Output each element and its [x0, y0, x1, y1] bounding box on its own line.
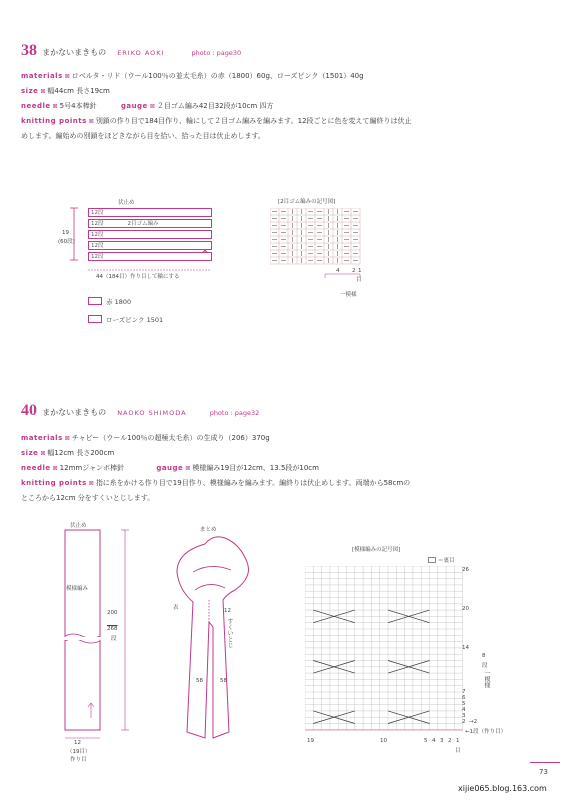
legend-red: 赤 1800 [106, 298, 132, 306]
purl-legend-swatch [428, 557, 436, 563]
col-label-4: 4 [432, 738, 436, 744]
rib-chart-number-1: 1 [358, 268, 362, 274]
needle-gauge-40: needle ⊠ 12mmジャンボ棒針 gauge ⊠ 模様編み19目が12cm、13.5段が10cm [21, 464, 319, 472]
left-length: 58 [196, 678, 203, 684]
knitting-line-1: 指に糸をかける作り目で19目作り、模様編みを編みます。編終りは伏止めします。両端から58cmの [95, 479, 411, 487]
stripe-label: 12段 [91, 210, 104, 216]
knitting-line-2: めします。編始めの別鎖をほどきながら目を拾い、拾った目は伏止めします。 [21, 132, 265, 140]
size-label: size [21, 87, 39, 95]
section-38-number: 38 [21, 42, 37, 59]
size-40: size ⊠ 幅12cm 長さ200cm [21, 449, 115, 457]
stripe-4 [88, 241, 212, 250]
first-row-text: 1段（作り目） [469, 729, 507, 735]
needle-text: 12mmジャンボ棒針 [59, 464, 125, 472]
pattern-chart-title: [模様編みの記号図] [352, 547, 401, 553]
size-label: size [21, 449, 39, 457]
rib-chart-repeat: 一模様 [340, 292, 357, 298]
watermark: xijie065.blog.163.com [458, 784, 547, 793]
legend-swatch-red [88, 297, 102, 305]
section-40-author: NAOKO SHIMODA [117, 409, 187, 417]
knitting-points-38: knitting points ⊠ 別鎖の作り目で184目作り、輪にして２目ゴム編みを編みます。12段ごとに色を変えて編終りは伏止 [21, 117, 412, 125]
page-number-rule [530, 762, 560, 763]
stripe-label: 12段 [91, 243, 104, 249]
knitting-line-2: ところから12cm 分をすくいとじします。 [21, 494, 155, 502]
col-label-19: 19 [307, 738, 314, 744]
legend-pink: ローズピンク 1501 [106, 316, 164, 324]
col-unit: 目 [455, 748, 461, 754]
section-40-number: 40 [21, 402, 37, 419]
bind-off-label-38: 伏止め [118, 200, 135, 206]
repeat-label: 一模様 [483, 670, 490, 688]
gauge-label: gauge [156, 464, 184, 472]
col-label-1: 1 [456, 738, 460, 744]
purl-legend: ＝裏目 [438, 558, 455, 564]
rib-chart-unit: 目 [356, 277, 362, 283]
col-label-3: 3 [440, 738, 444, 744]
gauge-text: 模様編み19目が12cm、13.5段が10cm [192, 464, 319, 472]
assembly-title: まとめ [200, 527, 217, 533]
materials-label: materials [21, 434, 63, 442]
rib-chart-number-4: 4 [336, 268, 340, 274]
collar-fold [193, 566, 231, 572]
cable-pattern-chart [305, 566, 485, 741]
row-label-20: 20 [462, 606, 469, 612]
stripe-label: 12段 [91, 254, 104, 260]
section-38-header [21, 40, 241, 60]
cast-on-label-38: 44（184目）作り目して輪にする [96, 274, 180, 280]
page-number: 73 [539, 768, 548, 776]
stripe-3 [88, 230, 212, 239]
front-side-label: 表 [173, 605, 179, 611]
needle-gauge-38: needle ⊠ 5号4本棒針 gauge ⊠ ２目ゴム編み42目32段が10cm 四方 [21, 102, 274, 110]
knitting-points-40: knitting points ⊠ 指に糸をかける作り目で19目作り、模様編みを編みます。編終りは伏止めします。両端から58cmの [21, 479, 411, 487]
needle-text: 5号4本棒針 [59, 102, 97, 110]
first-row-label: ←1段（作り目） [465, 729, 507, 735]
row-label-3: 3 [462, 713, 466, 719]
size-text: 幅44cm 長さ19cm [47, 87, 110, 95]
height-rows-38: (60段) [58, 239, 75, 245]
col-label-2: 2 [448, 738, 452, 744]
gauge-label: gauge [120, 102, 148, 110]
length-label-40: 200 [107, 610, 118, 616]
break-gap [64, 637, 101, 640]
repeat-rows: 8 [482, 653, 486, 659]
rib-chart-title: [2目ゴム編みの記号図] [278, 199, 336, 205]
row-label-14: 14 [462, 645, 469, 651]
rows-unit-40: 段 [111, 636, 117, 642]
section-40-photo: photo : page32 [209, 409, 260, 417]
stripe-label: 12段 [91, 221, 104, 227]
materials-text: チャビー（ウール100％の超極太毛糸）の生成り（206）370g [71, 434, 270, 442]
size-text: 幅12cm 長さ200cm [47, 449, 115, 457]
height-label-38: 19 [62, 230, 69, 236]
row-label-5: 5 [462, 701, 466, 707]
rib-stitch-chart [270, 208, 380, 303]
stripe-label: 12段 [91, 232, 104, 238]
row-label-2: 2 [462, 719, 466, 725]
knitting-points-38-line2 [21, 131, 265, 141]
knitting-label: knitting points [21, 117, 87, 125]
rib-grid [270, 208, 360, 264]
section-38-photo: photo : page30 [191, 49, 242, 57]
row-2-arrow: →2 [469, 719, 478, 725]
cast-on-label-40: 作り目 [70, 757, 87, 763]
scarf-outline-assembled [177, 537, 249, 738]
size-38: size ⊠ 幅44cm 長さ19cm [21, 87, 110, 95]
row-label-7: 7 [462, 689, 466, 695]
width-sts-40: （19目） [67, 749, 91, 755]
materials-label: materials [21, 72, 63, 80]
materials-38: materials ⊠ ロベルタ・リド（ウール100％の並太毛糸）の赤（1800）60g、ローズピンク（1501）40g [21, 72, 364, 80]
assembly-drawing [165, 532, 275, 747]
col-label-5: 5 [424, 738, 428, 744]
pattern-label-40: 模様編み [66, 586, 89, 592]
seam-length: 12 [224, 608, 231, 614]
knitting-points-40-line2 [21, 493, 154, 503]
cable-grid [305, 566, 463, 730]
legend-swatch-pink [88, 315, 102, 323]
bind-off-label-40: 伏止め [70, 523, 87, 529]
needle-label: needle [21, 464, 51, 472]
gauge-text: ２目ゴム編み42目32段が10cm 四方 [156, 102, 274, 110]
row-label-26: 26 [462, 567, 469, 573]
stripe-1 [88, 208, 212, 217]
stripe-2 [88, 219, 212, 228]
row-label-6: 6 [462, 695, 466, 701]
repeat-rows-unit: 段 [482, 663, 488, 669]
section-40-title: まかないまきもの [42, 408, 107, 417]
materials-40: materials ⊠ チャビー（ウール100％の超極太毛糸）の生成り（206）370g [21, 434, 270, 442]
collar-inner [195, 584, 225, 590]
section-38-author: ERIKO AOKI [117, 49, 165, 57]
row-2-arrow-label: 2 [473, 719, 478, 725]
right-length: 58 [220, 678, 227, 684]
knitting-line-1: 別鎖の作り目で184目作り、輪にして２目ゴム編みを編みます。12段ごとに色を変えて編終りは伏止 [95, 117, 412, 125]
stripe-5 [88, 252, 212, 261]
scarf-40-schematic [55, 528, 145, 743]
scarf-outline [65, 530, 100, 730]
section-40-header [21, 400, 259, 420]
row-label-4: 4 [462, 707, 466, 713]
rib-chart-number-2: 2 [352, 268, 356, 274]
rows-label-40: 268 [107, 626, 118, 632]
pattern-label-38: 2目ゴム編み [127, 221, 159, 227]
width-label-40: 12 [74, 740, 81, 746]
seam-method: すくいとじ [226, 618, 233, 648]
needle-label: needle [21, 102, 51, 110]
materials-text: ロベルタ・リド（ウール100％の並太毛糸）の赤（1800）60g、ローズピンク（1501）40g [71, 72, 364, 80]
col-label-10: 10 [380, 738, 387, 744]
knitting-label: knitting points [21, 479, 87, 487]
section-38-title: まかないまきもの [42, 48, 107, 57]
